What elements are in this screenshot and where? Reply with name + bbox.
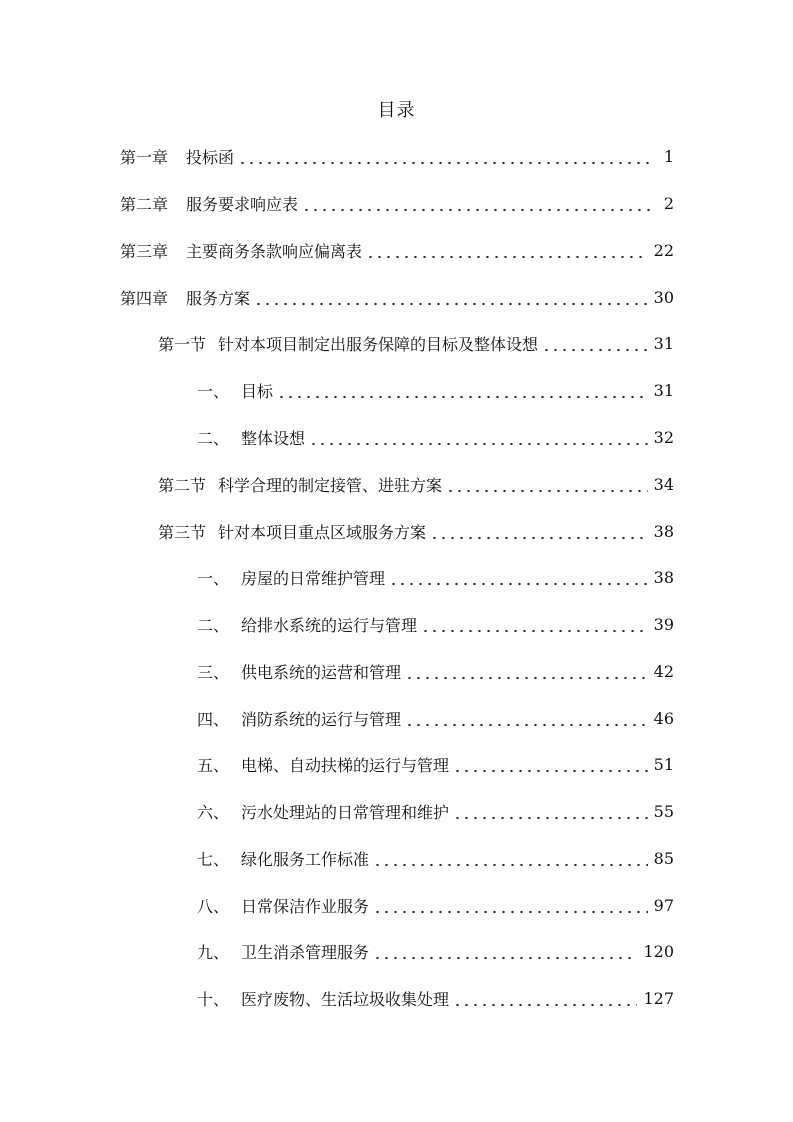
toc-entry-page: 97 <box>653 895 674 915</box>
dot-leader <box>453 802 648 820</box>
toc-entry-text: 绿化服务工作标准 <box>241 849 370 869</box>
dot-leader <box>373 896 648 914</box>
toc-entry-number: 第一章 <box>120 147 169 167</box>
toc-entry[interactable] <box>197 890 674 920</box>
toc-entry-page: 1 <box>663 146 674 166</box>
toc-entry-text: 卫生消杀管理服务 <box>241 942 370 962</box>
toc-entry-text: 科学合理的制定接管、进驻方案 <box>218 475 443 495</box>
toc-entry[interactable] <box>197 749 674 779</box>
toc-entry[interactable] <box>197 609 674 639</box>
toc-entry-number: 第三节 <box>158 522 207 542</box>
toc-entry-page: 34 <box>653 474 674 494</box>
toc-entry-text: 投标函 <box>186 147 235 167</box>
toc-entry-number: 一、 <box>197 568 230 588</box>
toc-entry-number: 十、 <box>197 989 230 1009</box>
toc-entry-text: 服务要求响应表 <box>186 194 299 214</box>
toc-entry-text: 主要商务条款响应偏离表 <box>186 241 363 261</box>
toc-entry-text: 消防系统的运行与管理 <box>241 709 402 729</box>
toc-entry-page: 39 <box>653 614 674 634</box>
toc-entry[interactable] <box>197 796 674 826</box>
toc-entry-number: 三、 <box>197 662 230 682</box>
toc-entry[interactable] <box>197 375 674 405</box>
dot-leader <box>373 849 648 867</box>
toc-entry-text: 目标 <box>241 381 274 401</box>
toc-entry-text: 针对本项目制定出服务保障的目标及整体设想 <box>218 334 539 354</box>
toc-entry-page: 31 <box>653 333 674 353</box>
toc-entry-number: 七、 <box>197 849 230 869</box>
dot-leader <box>405 709 648 727</box>
toc-entry[interactable] <box>120 235 674 265</box>
toc-entry-page: 55 <box>653 801 674 821</box>
dot-leader <box>389 568 648 586</box>
toc-entry-page: 46 <box>653 708 674 728</box>
dot-leader <box>277 381 648 399</box>
toc-entry-text: 污水处理站的日常管理和维护 <box>241 802 450 822</box>
toc-entry-page: 2 <box>663 193 674 213</box>
dot-leader <box>421 615 648 633</box>
toc-entry-number: 第一节 <box>158 334 207 354</box>
toc-entry[interactable] <box>120 188 674 218</box>
toc-entry-text: 服务方案 <box>186 288 251 308</box>
toc-entry-text: 针对本项目重点区域服务方案 <box>218 522 427 542</box>
toc-entry[interactable] <box>197 656 674 686</box>
toc-entry[interactable] <box>120 141 674 171</box>
toc-entry[interactable] <box>197 936 674 966</box>
toc-entry[interactable] <box>158 328 674 358</box>
toc-entry-page: 120 <box>643 941 674 961</box>
toc-entry[interactable] <box>158 469 674 499</box>
dot-leader <box>254 288 648 306</box>
toc-entry-text: 医疗废物、生活垃圾收集处理 <box>241 989 450 1009</box>
toc-entry-page: 38 <box>653 567 674 587</box>
toc-entry-text: 供电系统的运营和管理 <box>241 662 402 682</box>
toc-entry-number: 六、 <box>197 802 230 822</box>
toc-entry-page: 51 <box>653 754 674 774</box>
dot-leader <box>238 147 650 165</box>
toc-entry-number: 九、 <box>197 942 230 962</box>
toc-entry[interactable] <box>197 562 674 592</box>
toc-entry-page: 30 <box>653 287 674 307</box>
toc-entry[interactable] <box>197 422 674 452</box>
toc-entry-number: 二、 <box>197 428 230 448</box>
dot-leader <box>446 475 648 493</box>
toc-entry-page: 42 <box>653 661 674 681</box>
toc-entry[interactable] <box>120 282 674 312</box>
toc-entry-number: 八、 <box>197 896 230 916</box>
dot-leader <box>430 522 648 540</box>
toc-entry-number: 一、 <box>197 381 230 401</box>
dot-leader <box>302 194 650 212</box>
toc-entry[interactable] <box>197 983 674 1013</box>
toc-entry[interactable] <box>197 703 674 733</box>
toc-entry-number: 第二节 <box>158 475 207 495</box>
toc-entry-text: 整体设想 <box>241 428 306 448</box>
toc-entry-number: 二、 <box>197 615 230 635</box>
toc-entry-page: 127 <box>643 988 674 1008</box>
toc-entry-page: 32 <box>653 427 674 447</box>
dot-leader <box>542 334 648 352</box>
toc-entry-number: 五、 <box>197 755 230 775</box>
toc-title: 目录 <box>377 100 416 121</box>
dot-leader <box>453 989 637 1007</box>
toc-entry-text: 房屋的日常维护管理 <box>241 568 386 588</box>
dot-leader <box>373 942 637 960</box>
dot-leader <box>453 755 648 773</box>
toc-entry[interactable] <box>158 516 674 546</box>
dot-leader <box>366 241 648 259</box>
toc-entry[interactable] <box>197 843 674 873</box>
dot-leader <box>309 428 648 446</box>
toc-entry-page: 85 <box>653 848 674 868</box>
toc-entry-page: 38 <box>653 521 674 541</box>
toc-entry-number: 第四章 <box>120 288 169 308</box>
dot-leader <box>405 662 648 680</box>
toc-entry-text: 给排水系统的运行与管理 <box>241 615 418 635</box>
toc-entry-number: 第二章 <box>120 194 169 214</box>
toc-entry-text: 电梯、自动扶梯的运行与管理 <box>241 755 450 775</box>
toc-entry-page: 31 <box>653 380 674 400</box>
toc-entry-number: 四、 <box>197 709 230 729</box>
toc-entry-page: 22 <box>653 240 674 260</box>
toc-entry-text: 日常保洁作业服务 <box>241 896 370 916</box>
toc-entry-number: 第三章 <box>120 241 169 261</box>
